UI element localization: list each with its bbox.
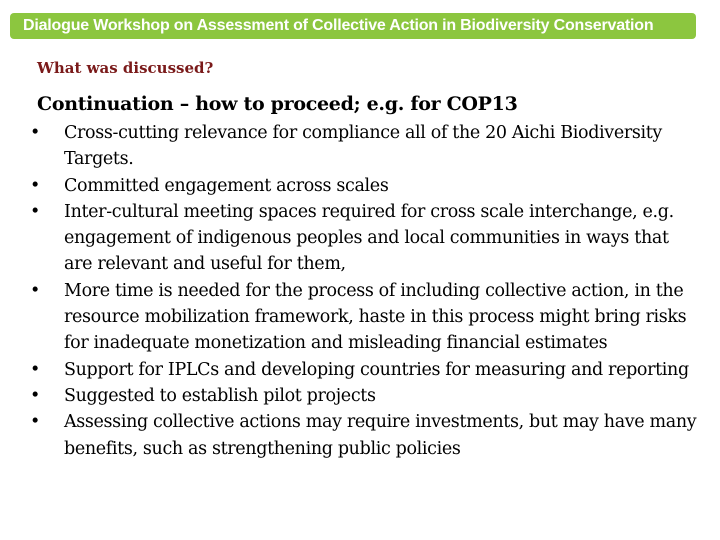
- slide-heading: Continuation – how to proceed; e.g. for COP13: [37, 93, 518, 115]
- bullet-text: Assessing collective actions may require investments, but may have many benefits, such as strengthening public policies: [64, 412, 697, 459]
- bullet-text: Inter-cultural meeting spaces required for cross scale interchange, e.g. engagement of indigenous peoples and local communities in ways that are relevant and useful for them,: [64, 201, 674, 275]
- bullet-icon: •: [30, 359, 40, 380]
- list-item: [30, 357, 700, 383]
- list-item: [30, 278, 700, 357]
- list-item: [30, 409, 700, 462]
- bullet-text: More time is needed for the process of including collective action, in the resource mobilization framework, haste in this process might bring risks for inadequate monetization and misleading financial estimates: [64, 280, 687, 354]
- bullet-icon: •: [30, 280, 40, 301]
- list-item: [30, 120, 700, 173]
- bullet-icon: •: [30, 175, 40, 196]
- section-subtitle: What was discussed?: [37, 59, 214, 77]
- bullet-text: Support for IPLCs and developing countries for measuring and reporting: [64, 359, 689, 380]
- bullet-icon: •: [30, 385, 40, 406]
- title-banner: [10, 13, 696, 39]
- slide-title: Dialogue Workshop on Assessment of Collective Action in Biodiversity Conservation: [23, 17, 654, 34]
- bullet-icon: •: [30, 412, 40, 433]
- list-item: [30, 383, 700, 409]
- bullet-text: Suggested to establish pilot projects: [64, 385, 376, 406]
- list-item: [30, 173, 700, 199]
- bullet-icon: •: [30, 123, 40, 143]
- list-item: [30, 199, 700, 278]
- bullet-text: Cross-cutting relevance for compliance all of the 20 Aichi Biodiversity Targets.: [64, 123, 662, 170]
- bullet-text: Committed engagement across scales: [64, 175, 389, 196]
- bullet-list: [30, 120, 700, 462]
- bullet-icon: •: [30, 201, 40, 222]
